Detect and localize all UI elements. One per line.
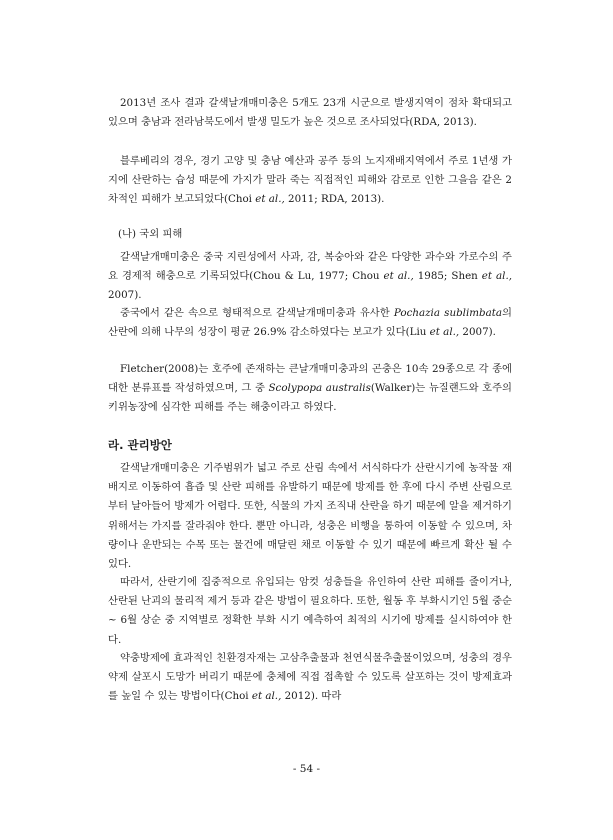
management-paragraph-3-text-a: 약충방제에 효과적인 친환경자재는 고삼추출물과 천연식물추출물이었으며, 성충의 경우 약제 살포시 도망가 버리기 때문에 충체에 직접 접촉할 수 있도록 살포하는 것이 방제효과를 높일 수 있는 방법이다(Choi xyxy=(108,652,513,703)
management-paragraph-1-text: 갈색날개매미충은 기주범위가 넓고 주로 산림 속에서 서식하다가 산란시기에 농작물 재배지로 이동하여 흡즙 및 산란 피해를 유발하기 때문에 방제를 한 후에 다시 주변 산림으로부터 날아들어 방제가 어렵다. 또한, 식물의 가지 조직내 산란을 하기 때문에 알을 제거하기 위해서는 가지를 잘라줘야 한다. 뿐만 아니라, 성충은 비행을 통하여 이동할 수 있으며, 차량이나 운반되는 수목 또는 물건에 매달린 채로 이동할 수 있기 때문에 빠르게 확산 될 수 있다. xyxy=(108,462,512,571)
citation-etal: et al., xyxy=(255,193,285,206)
management-paragraph-3 xyxy=(108,649,512,707)
management-paragraph-1 xyxy=(108,459,512,574)
section-heading-management: 라. 관리방안 xyxy=(108,438,172,452)
citation-etal: et al., xyxy=(429,326,460,339)
foreign-paragraph-1-text-c: 2007). xyxy=(108,289,142,302)
intro-paragraph-2-text-a: 블루베리의 경우, 경기 고양 및 충남 예산과 공주 등의 노지재배지역에서 주로 1년생 가지에 산란하는 습성 때문에 가지가 말라 죽는 직접적인 피해와 감로로 인한 그을음 같은 2차적인 피해가 보고되었다(Choi xyxy=(108,155,512,206)
foreign-paragraph-3-text-b: (Walker)는 뉴질랜드와 호주의 키위농장에 심각한 피해를 주는 해충이라고 하였다. xyxy=(108,382,512,414)
species-name: Pochazia sublimbata xyxy=(393,307,503,319)
foreign-paragraph-1 xyxy=(108,248,512,306)
foreign-paragraph-3 xyxy=(108,360,512,418)
foreign-paragraph-2-text-c: 2007). xyxy=(459,326,496,339)
subheading-foreign-damage: (나) 국외 피해 xyxy=(118,228,183,240)
citation-etal: et al., xyxy=(383,270,414,283)
page-number: - 54 - xyxy=(292,763,321,775)
species-name: Scolypopa australis xyxy=(268,382,371,395)
intro-paragraph-2 xyxy=(108,152,512,210)
citation-etal: et al., xyxy=(251,690,282,703)
intro-paragraph-1-text: 2013년 조사 결과 갈색날개매미충은 5개도 23개 시군으로 발생지역이 점차 확대되고 있으며 충남과 전라남북도에서 발생 밀도가 높은 것으로 조사되었다(RDA, 2013). xyxy=(108,97,512,129)
citation-etal: et al., xyxy=(481,270,512,283)
foreign-paragraph-3-text-a: Fletcher(2008)는 호주에 존재하는 큰날개매미충과의 곤충은 10속 29종으로 각 종에 대한 분류표를 작성하였으며, 그 중 xyxy=(108,363,512,395)
foreign-paragraph-2-text-b: 의 산란에 의해 나무의 성장이 평균 26.9% 감소하였다는 보고가 있다(Liu xyxy=(108,307,512,339)
management-paragraph-2-text: 따라서, 산란기에 집중적으로 유입되는 암컷 성충들을 유인하여 산란 피해를 줄이거나, 산란된 난괴의 물리적 제거 등과 같은 방법이 필요하다. 또한, 월동 후 부화시기인 5월 중순~ 6월 상순 중 지역별로 정확한 부화 시기 예측하여 최적의 시기에 방제를 실시하여야 한다. xyxy=(108,576,512,646)
intro-paragraph-1 xyxy=(108,94,512,132)
foreign-paragraph-1-text-a: 갈색날개매미충은 중국 지린성에서 사과, 감, 복숭아와 같은 다양한 과수와 가로수의 주요 경제적 해충으로 기록되었다(Chou & Lu, 1977; Chou xyxy=(108,251,512,283)
intro-paragraph-2-text-b: 2011; RDA, 2013). xyxy=(284,193,385,206)
foreign-paragraph-2-text-a: 중국에서 같은 속으로 형태적으로 갈색날개매미충과 유사한 xyxy=(120,307,394,319)
foreign-paragraph-2 xyxy=(108,304,512,342)
management-paragraph-2 xyxy=(108,573,512,650)
management-paragraph-3-text-b: 2012). 따라 xyxy=(281,690,342,703)
foreign-paragraph-1-text-b: 1985; Shen xyxy=(413,270,482,283)
